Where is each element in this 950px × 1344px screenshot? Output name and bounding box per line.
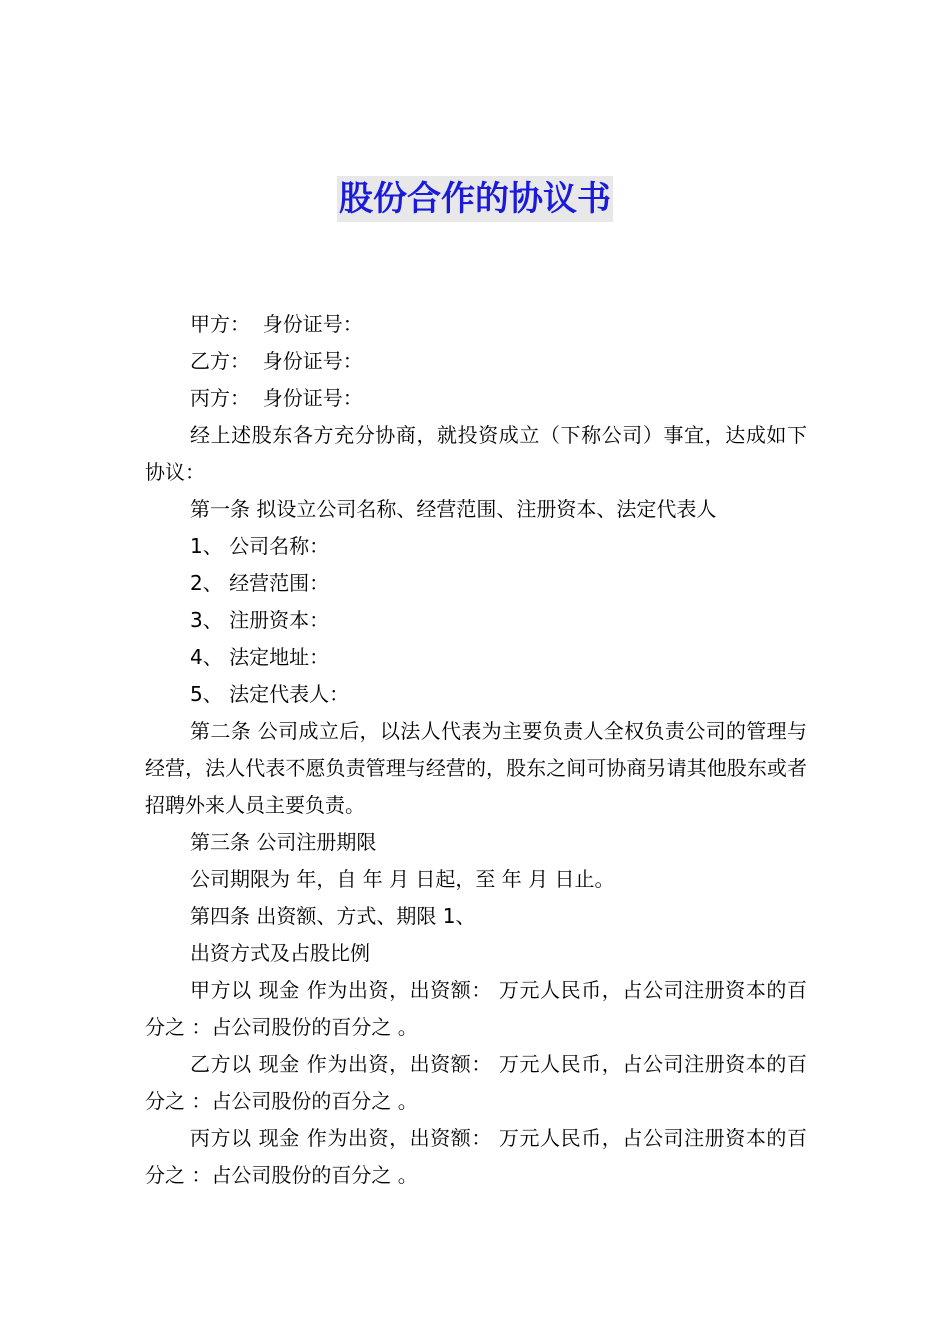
- article-1-item-2: 2、 经营范围：: [190, 571, 330, 595]
- title-wrapper: [0, 176, 950, 222]
- party-b-contribution: 乙方以 现金 作为出资，出资额： 万元人民币，占公司注册资本的百分之 ：占公司股份的百分之 。: [145, 1052, 807, 1113]
- party-b-line: 乙方： 身份证号：: [190, 349, 363, 373]
- article-2-paragraph: 第二条 公司成立后，以法人代表为主要负责人全权负责公司的管理与经营，法人代表不愿负责管理与经营的，股东之间可协商另请其他股东或者招聘外来人员主要负责。: [145, 719, 807, 817]
- party-a-line: 甲方： 身份证号：: [190, 312, 363, 336]
- article-3-heading: 第三条 公司注册期限: [190, 830, 377, 854]
- party-c-line: 丙方： 身份证号：: [190, 386, 363, 410]
- article-1-item-1: 1、 公司名称：: [190, 534, 330, 558]
- article-1-item-3: 3、 注册资本：: [190, 608, 330, 632]
- party-a-contribution: 甲方以 现金 作为出资，出资额： 万元人民币，占公司注册资本的百分之 ：占公司股份的百分之 。: [145, 978, 807, 1039]
- article-1-heading: 第一条 拟设立公司名称、经营范围、注册资本、法定代表人: [190, 497, 717, 521]
- article-1-item-4: 4、 法定地址：: [190, 645, 330, 669]
- article-4-heading: 第四条 出资额、方式、期限 1、: [190, 904, 476, 928]
- article-4-subheading: 出资方式及占股比例: [190, 941, 370, 965]
- article-3-term-line: 公司期限为 年，自 年 月 日起，至 年 月 日止。: [190, 867, 615, 891]
- preamble-paragraph: 经上述股东各方充分协商，就投资成立（下称公司）事宜，达成如下协议：: [145, 423, 807, 484]
- party-c-contribution: 丙方以 现金 作为出资，出资额： 万元人民币，占公司注册资本的百分之 ：占公司股份的百分之 。: [145, 1126, 807, 1187]
- document-title: 股份合作的协议书: [337, 176, 613, 222]
- document-body: [145, 306, 807, 1194]
- article-1-item-5: 5、 法定代表人：: [190, 682, 350, 706]
